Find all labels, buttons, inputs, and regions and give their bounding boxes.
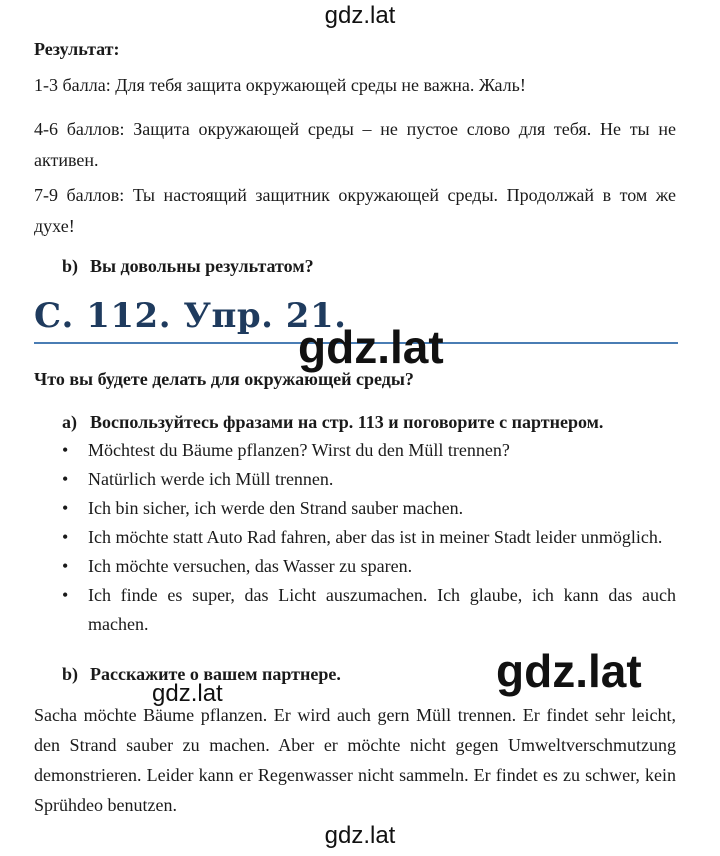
result-heading: Результат:: [34, 39, 120, 59]
result-level-3: 7-9 баллов: Ты настоящий защитник окружающей среды. Продолжай в том же духе!: [34, 185, 676, 236]
question-b-marker: b): [62, 256, 79, 276]
watermark-small: gdz.lat: [152, 680, 223, 707]
task-a: [62, 408, 603, 436]
section-question: Что вы будете делать для окружающей среды?: [34, 369, 414, 389]
section-title: С. 112. Упр. 21.: [34, 296, 347, 336]
bullet-icon: •: [62, 556, 69, 576]
watermark-bottom: gdz.lat: [324, 822, 396, 849]
task-a-text: Воспользуйтесь фразами на стр. 113 и поговорите с партнером.: [90, 412, 604, 432]
bullet-icon: •: [62, 440, 69, 460]
task-b-text: Расскажите о вашем партнере.: [90, 664, 341, 684]
task-b-marker: b): [62, 664, 79, 684]
dialogue-list: [34, 436, 676, 639]
question-b-text: Вы довольны результатом?: [90, 256, 314, 276]
bullet-icon: •: [62, 498, 69, 518]
task-a-marker: a): [62, 412, 77, 432]
list-item: • Ich möchte versuchen, das Wasser zu sparen.: [34, 552, 676, 581]
watermark-top: gdz.lat: [324, 2, 396, 29]
list-item: • Möchtest du Bäume pflanzen? Wirst du den Müll trennen?: [34, 436, 676, 465]
list-item: • Ich bin sicher, ich werde den Strand sauber machen.: [34, 494, 676, 523]
answer-paragraph: Sacha möchte Bäume pflanzen. Er wird auch gern Müll trennen. Er findet sehr leicht, den Strand sauber zu machen. Aber er möchte nicht gegen Umweltverschmutzung demonstrieren. Leider kann er Regenwasser nicht sammeln. Er findet es zu schwer, kein Sprühdeo benutzen.: [34, 705, 676, 815]
result-question-b: [62, 252, 314, 280]
list-item: • Ich finde es super, das Licht auszumachen. Ich glaube, ich kann das auch machen.: [34, 581, 676, 639]
result-level-1: 1-3 балла: Для тебя защита окружающей среды не важна. Жаль!: [34, 75, 526, 95]
watermark-center: gdz.lat: [298, 321, 444, 373]
bullet-icon: •: [62, 469, 69, 489]
bullet-icon: •: [62, 585, 69, 605]
result-level-2: 4-6 баллов: Защита окружающей среды – не пустое слово для тебя. Не ты не активен.: [34, 119, 676, 170]
bullet-icon: •: [62, 527, 69, 547]
list-item: • Ich möchte statt Auto Rad fahren, aber das ist in meiner Stadt leider unmöglich.: [34, 523, 676, 552]
watermark-right: gdz.lat: [496, 645, 642, 697]
list-item: • Natürlich werde ich Müll trennen.: [34, 465, 676, 494]
